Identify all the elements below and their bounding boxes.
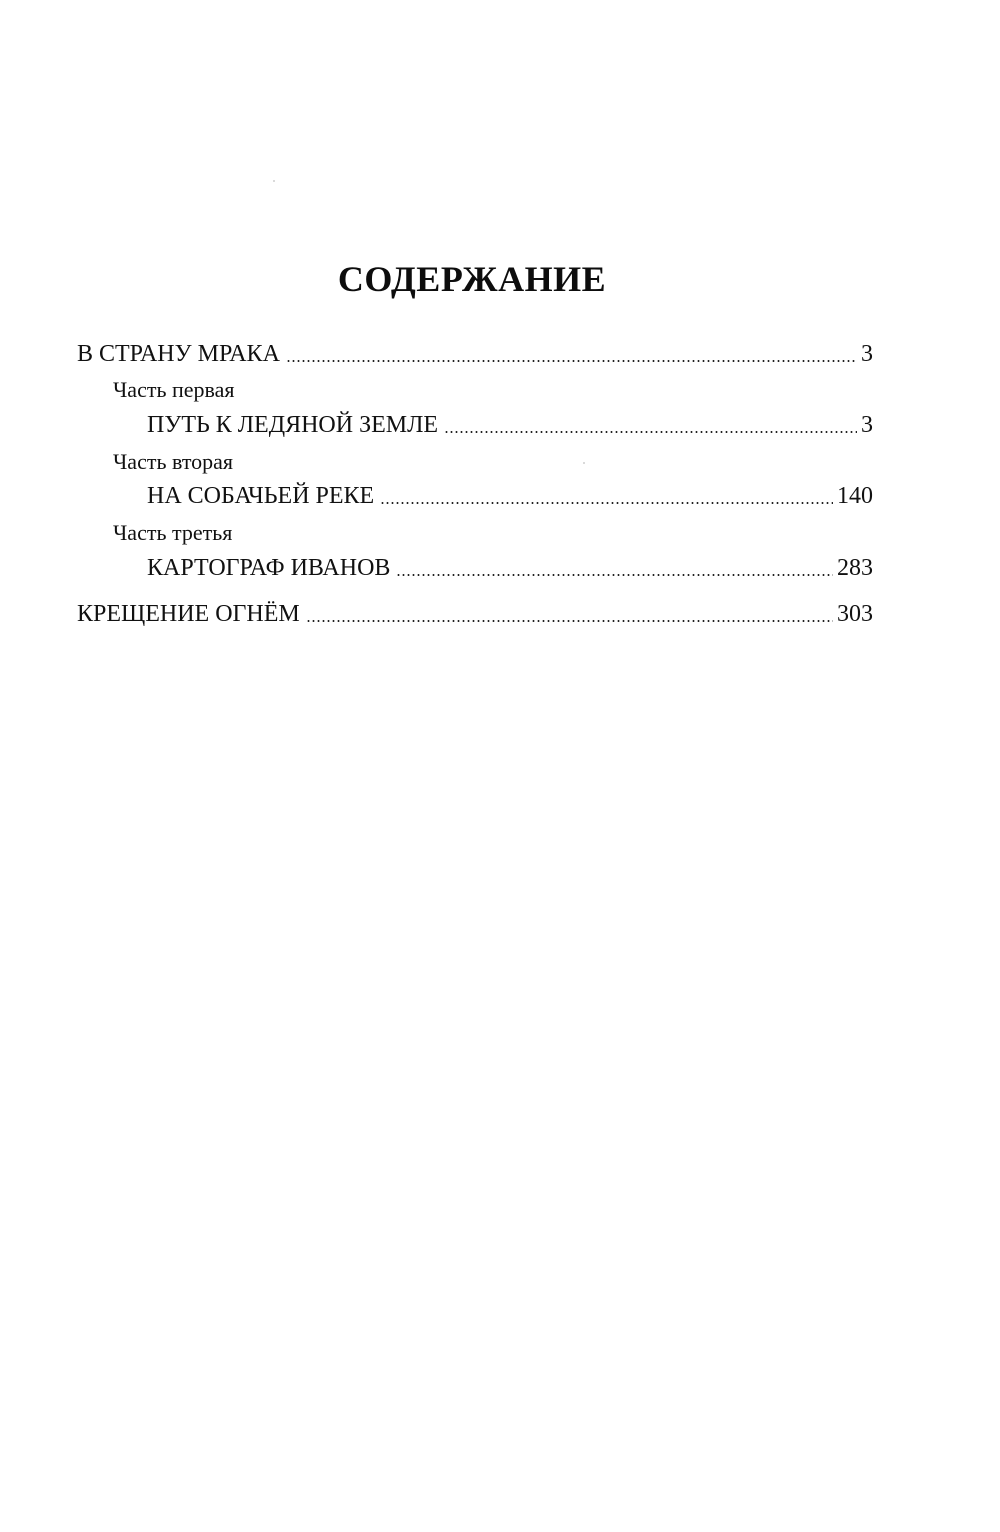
dot-leader (444, 411, 857, 439)
part-label: Часть вторая (113, 449, 234, 474)
toc-entry-page: 140 (837, 483, 873, 509)
toc-entry[interactable] (147, 482, 873, 510)
toc-entry-page: 303 (837, 601, 873, 627)
toc-entry[interactable] (77, 600, 873, 628)
toc-entry-page: 283 (837, 555, 873, 581)
toc-entry-title: КАРТОГРАФ ИВАНОВ (147, 555, 391, 581)
dot-leader (286, 340, 857, 368)
toc-entry[interactable] (147, 411, 873, 439)
toc-entry-title: В СТРАНУ МРАКА (77, 341, 280, 367)
toc-heading: СОДЕРЖАНИЕ (337, 259, 607, 299)
part-label: Часть третья (113, 520, 233, 545)
dot-leader (306, 600, 833, 628)
toc-entry[interactable] (147, 554, 873, 582)
toc-entry-page: 3 (861, 341, 873, 367)
scan-speck (583, 462, 585, 464)
dot-leader (380, 482, 833, 510)
toc-entry-title: ПУТЬ К ЛЕДЯНОЙ ЗЕМЛЕ (147, 412, 439, 438)
toc-entry-title: НА СОБАЧЬЕЙ РЕКЕ (147, 483, 375, 509)
toc-entry-title: КРЕЩЕНИЕ ОГНЁМ (77, 601, 300, 627)
scan-speck (273, 180, 275, 182)
toc-entry[interactable] (77, 340, 873, 368)
part-label: Часть первая (113, 377, 235, 402)
toc-entry-page: 3 (861, 412, 873, 438)
dot-leader (396, 554, 833, 582)
